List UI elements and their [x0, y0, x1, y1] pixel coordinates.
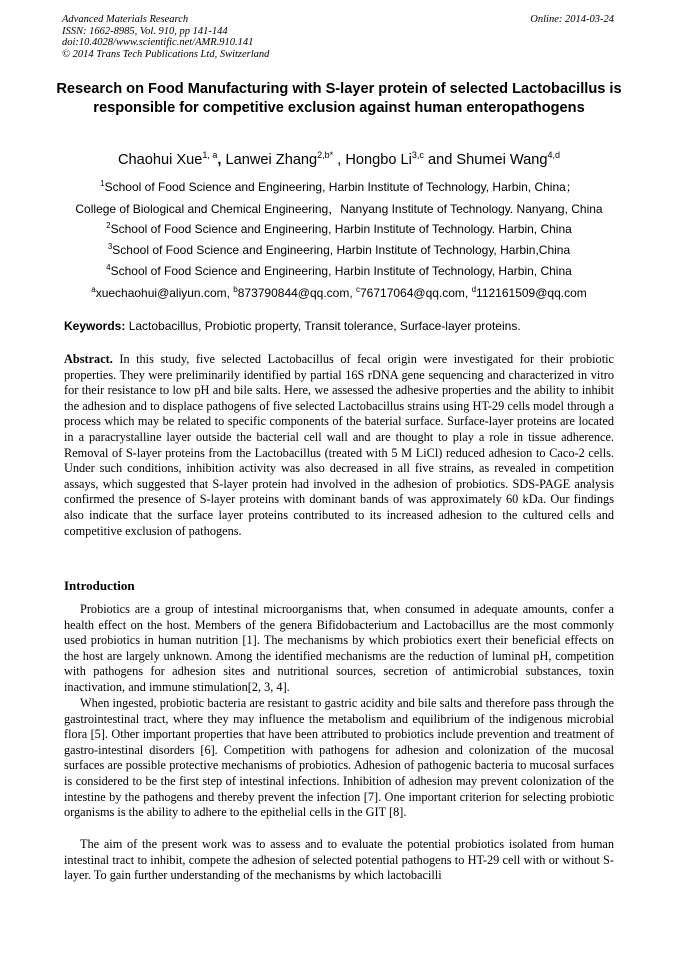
author-separator: , — [333, 151, 346, 168]
doi-line[interactable]: doi:10.4028/www.scientific.net/AMR.910.141 — [62, 37, 254, 48]
author-superscript: 4,d — [547, 150, 561, 160]
abstract-paragraph — [64, 352, 614, 539]
copyright-line: © 2014 Trans Tech Publications Ltd, Switzerland — [62, 48, 270, 60]
email-address[interactable]: xuechaohui@aliyun.com, — [95, 286, 234, 300]
affiliation-text: School of Food Science and Engineering, Harbin Institute of Technology, Harbin,China — [112, 243, 571, 257]
keywords-line — [64, 319, 624, 333]
journal-name: Advanced Materials Research — [62, 14, 189, 25]
author-name: Shumei Wang — [456, 151, 548, 168]
affiliation-superscript: 2 — [106, 221, 111, 230]
affiliation-text: College of Biological and Chemical Engineering，Nanyang Institute of Technology. Nanyang, China — [75, 202, 603, 216]
affiliation-text: School of Food Science and Engineering, Harbin Institute of Technology. Harbin, China — [110, 222, 572, 236]
affiliation-line — [30, 200, 648, 217]
abstract-text: In this study, five selected Lactobacillus of fecal origin were investigated for their probiotic properties. They were preliminarily identified by partial 16S rDNA gene sequencing and characterized in vitro for their resistance to low pH and bile salts. Here, we assessed the adhesive properties and the ability to inhibit the adhesion and to displace pathogens of five selected Lactobacillus strains using HT-29 cells model through a process which may be related to specific components of the baterial surface. Surface-layer proteins are located in a paracrystalline layer outside the bacterial cell wall and are thought to play a role in tissue adherence. Removal of S-layer proteins from the Lactobacillus (treated with 5 M LiCl) reduced adhesion to Caco-2 cells. Under such conditions, inhibition activity was also decreased in all five strains, as revealed in competition assays, which suggested that S-layer protein had involved in the adhesion of probiotics. SDS-PAGE analysis confirmed the presence of S-layer proteins with dominant bands of was approximately 60 kDa. Our findings also indicate that the surface layer proteins contributed to its increased adhesion to the cultured cells and competitive exclusion of pathogens. — [64, 352, 614, 538]
author-name: Lanwei Zhang — [225, 151, 318, 168]
author-superscript: 1, a — [202, 150, 218, 160]
email-address[interactable]: 76717064@qq.com, — [360, 286, 472, 300]
email-address[interactable]: 112161509@qq.com — [476, 286, 587, 300]
author-name: Hongbo Li — [345, 151, 412, 168]
paper-title: Research on Food Manufacturing with S-layer protein of selected Lactobacillus is responsible for competitive exclusion against human enteropathogens — [56, 81, 622, 116]
body-paragraph: The aim of the present work was to assess and to evaluate the potential probiotics isolated from human intestinal tract to inhibit, compete the adhesion of selected potential pathogens to HT-29 cell with or without S-layer. To gain further understanding of the mechanisms by which lactobacilli — [64, 837, 614, 883]
email-address[interactable]: 873790844@qq.com, — [237, 286, 356, 300]
body-paragraph: When ingested, probiotic bacteria are resistant to gastric acidity and bile salts and therefore pass through the gastrointestinal tract, where they may influence the metabolism and equilibrium of the indigenous microbial flora [5]. Other important properties that have been attributed to probiotics include prevention and treatment of gastro-intestinal disorders [6]. Competition with pathogens for adhesion and colonization of the mucosal surfaces are possible protective mechanisms of probiotics. Adhesion of pathogenic bacteria to mucosal surfaces is considered to be the first step of intestinal infections. Inhibition of adhesion may prevent colonization of the intestine by the pathogens and thereby prevent the infection [7]. One important criterion for selecting probiotic organisms is the ability to adhere to the epithelial cells in the GIT [8]. — [64, 696, 614, 820]
affiliation-line — [30, 221, 648, 236]
keywords-label: Keywords: — [64, 319, 126, 333]
email-superscript: c — [356, 285, 360, 294]
affiliation-text: School of Food Science and Engineering, Harbin Institute of Technology, Harbin, China； — [104, 180, 578, 194]
journal-header — [62, 14, 269, 60]
issn-line: ISSN: 1662-8985, Vol. 910, pp 141-144 — [62, 25, 228, 37]
affiliation-line — [30, 178, 648, 195]
keywords-text: Lactobacillus, Probiotic property, Transit tolerance, Surface-layer proteins. — [125, 319, 521, 333]
author-superscript: 2,b* — [317, 150, 334, 160]
email-line — [30, 285, 648, 300]
author-name: Chaohui Xue — [117, 151, 203, 168]
author-separator: and — [423, 151, 457, 168]
online-date: Online: 2014-03-24 — [530, 14, 614, 25]
author-separator: , — [217, 151, 226, 168]
affiliation-superscript: 4 — [106, 263, 111, 272]
affiliation-superscript: 1 — [100, 179, 105, 188]
affiliation-line — [30, 242, 648, 257]
body-paragraph: Probiotics are a group of intestinal microorganisms that, when consumed in adequate amounts, confer a health effect on the host. Members of the genera Bifidobacterium and Lactobacillus are the most commonly used probiotics in human nutrition [1]. The mechanisms by which probiotics exert their beneficial effects on the host are largely unknown. Among the identified mechanisms are the reduction of luminal pH, competition with pathogens for adhesion sites and nutritional sources, secretion of antimicrobial substances, toxin inactivation, and immune stimulation[2, 3, 4]. — [64, 602, 614, 694]
section-heading-introduction: Introduction — [64, 578, 135, 593]
abstract-label: Abstract. — [64, 352, 113, 366]
affiliation-line — [30, 263, 648, 278]
email-superscript: b — [233, 285, 238, 294]
email-superscript: a — [91, 285, 96, 294]
affiliation-text: School of Food Science and Engineering, Harbin Institute of Technology, Harbin, China — [110, 264, 572, 278]
author-list — [40, 150, 638, 168]
affiliation-superscript: 3 — [107, 242, 113, 251]
email-superscript: d — [471, 285, 477, 294]
author-superscript: 3,c — [411, 150, 424, 160]
